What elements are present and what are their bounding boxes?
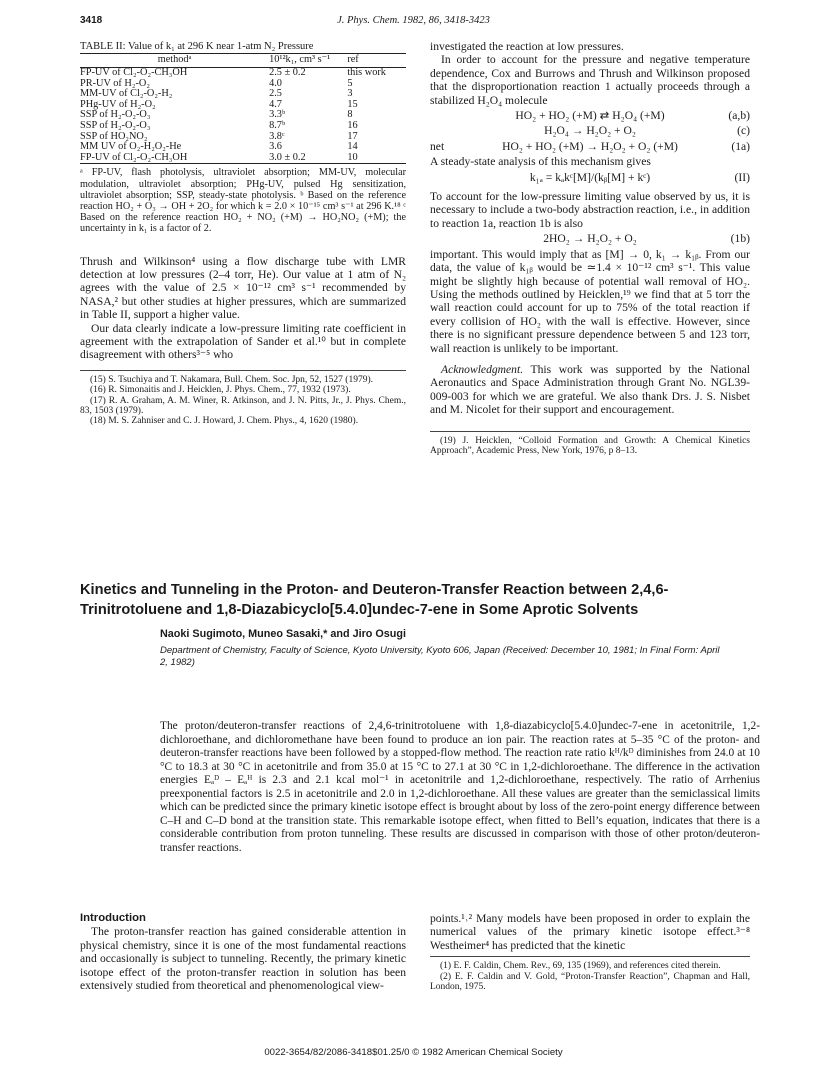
table-ii bbox=[80, 53, 406, 164]
footnote-rule bbox=[430, 956, 750, 957]
reference-item: (18) M. S. Zahniser and C. J. Howard, J. Chem. Phys., 4, 1620 (1980). bbox=[90, 416, 359, 427]
reference-item: (2) E. F. Caldin and V. Gold, “Proton-Transfer Reaction”, Chapman and Hall, London, 1975. bbox=[430, 971, 750, 993]
col-header-ref: ref bbox=[347, 54, 359, 66]
equation-ab: HO₂ + HO₂ (+M) ⇄ H₂O₄ (+M) (a,b) bbox=[515, 109, 750, 123]
right-paragraph-1: investigated the reaction at low pressures. bbox=[430, 40, 624, 53]
table-cell-k: 4.0 bbox=[269, 77, 282, 89]
introduction-heading: Introduction bbox=[80, 912, 146, 924]
right-column bbox=[430, 40, 750, 456]
page-footer: 0022-3654/82/2086-3418$01.25/0 © 1982 American Chemical Society bbox=[264, 1047, 563, 1058]
equation-c: H₂O₄ → H₂O₂ + O₂ (c) bbox=[544, 124, 750, 138]
table-cell-method: SSP of HO₂NO₂ bbox=[80, 130, 148, 142]
right-paragraph-3: A steady-state analysis of this mechanism gives bbox=[430, 155, 651, 169]
table-cell-k: 4.7 bbox=[269, 98, 282, 110]
journal-header: J. Phys. Chem. 1982, 86, 3418-3423 bbox=[337, 15, 490, 26]
left-paragraph-1: Thrush and Wilkinson⁴ using a flow discharge tube with LMR detection at low pressures (2–4 torr, He). Our value at 1 atm of N₂ agrees with the value of 2.5 × 10⁻¹² cm³ s⁻¹ recommended by NASA,² but other studies at higher pressures, which are summarized in Table II, support a higher value. bbox=[80, 254, 406, 322]
table-cell-method: MM-UV of Cl₂-O₂-H₂ bbox=[80, 88, 173, 100]
right-paragraph-2: In order to account for the pressure and negative temperature dependence, Cox and Burrows and Thrush and Wilkinson proposed that the disproportionation reaction 1 actually proceeds through a stabilized H₂O₄ molecule bbox=[430, 53, 750, 107]
table-row bbox=[80, 121, 406, 132]
acknowledgment bbox=[430, 363, 750, 417]
intro-references bbox=[430, 961, 750, 992]
acknowledgment-text: This work was supported by the National Aeronautics and Space Administration through Grant No. NGL39-009-003 for which we are grateful. We also thank Drs. J. S. Nisbet and M. Nicolet for their support and encouragement. bbox=[430, 362, 750, 417]
table-cell-ref: 15 bbox=[347, 98, 358, 110]
table-cell-method: SSP of H₂-O₂-O₃ bbox=[80, 109, 151, 121]
col-header-k: 10¹²k₁, cm³ s⁻¹ bbox=[269, 54, 331, 66]
table-row bbox=[80, 153, 406, 164]
table-cell-ref: this work bbox=[347, 67, 386, 78]
table-cell-method: PR-UV of H₂-O₂ bbox=[80, 77, 150, 89]
reference-item: (16) R. Simonaitis and J. Heicklen, J. Phys. Chem., 77, 1932 (1973). bbox=[90, 385, 351, 396]
acknowledgment-label: Acknowledgment. bbox=[441, 362, 524, 376]
right-paragraph-5: important. This would imply that as [M] → 0, k₁ → k₁ᵦ. From our data, the value of k₁ᵦ would be ≃1.4 × 10⁻¹² cm³ s⁻¹. This value might be slightly high because of potential wall removal of HO₂. Using the methods outlined by Heicklen,¹⁹ we find that at 5 torr the wall reaction could account for up to 75% of the total reaction if every collision of HO₂ with the wall is effective. However, since there is no significant pressure dependence between 5 and 123 torr, wall reaction is unlikely to be important. bbox=[430, 247, 750, 355]
article-affiliation: Department of Chemistry, Faculty of Science, Kyoto University, Kyoto 606, Japan (Received: December 10, 1981; In Final Form: April 2, 1982) bbox=[160, 645, 720, 668]
table-cell-method: FP-UV of Cl₂-O₂-CH₃OH bbox=[80, 151, 188, 163]
article-title: Kinetics and Tunneling in the Proton- and Deuteron-Transfer Reaction between 2,4,6-Trinitrotoluene and 1,8-Diazabicyclo[5.4.0]undec-7-ene in Some Aprotic Solvents bbox=[80, 582, 669, 618]
table-cell-ref: 8 bbox=[347, 109, 353, 121]
equation-II: k₁ₐ = kₐkᶜ[M]/(kᵦ[M] + kᶜ) (II) bbox=[529, 170, 750, 184]
intro-paragraph-2: points.¹˒² Many models have been proposed in order to explain the numerical values of the primary kinetic isotope effect.³⁻⁸ Westheimer⁴ has predicted that the kinetic bbox=[430, 912, 750, 952]
table-cell-ref: 17 bbox=[347, 130, 358, 142]
footnote-rule bbox=[430, 431, 750, 432]
col-header-method: methodᵃ bbox=[157, 54, 192, 66]
table-cell-ref: 5 bbox=[347, 77, 353, 89]
intro-right-column bbox=[430, 912, 750, 992]
table-cell-method: SSP of H₂-O₂-O₃ bbox=[80, 119, 151, 131]
table-cell-k: 3.0 ± 0.2 bbox=[269, 151, 306, 163]
table-cell-ref: 14 bbox=[347, 141, 358, 153]
reference-item: (19) J. Heicklen, “Colloid Formation and Growth: A Chemical Kinetics Approach”, Academic Press, New York, 1976, p 8–13. bbox=[430, 435, 750, 456]
table-footnote: ᵃ FP-UV, flash photolysis, ultraviolet absorption; MM-UV, molecular modulation, ultraviolet absorption; PHg-UV, pulsed Hg sensitization, ultraviolet absorption; SSP, steady-state photolysis. ᵇ Based on the reference reaction HO₂ + O₃ → OH + 2O₂ for which k = 2.0 × 10⁻¹⁵ cm³ s⁻¹ at 296 K.¹⁸ ᶜ Based on the reference reaction HO₂ + NO₂ (+M) → HO₂NO₂ (+M); the uncertainty in k₁ is a factor of 2. bbox=[80, 167, 406, 235]
article-abstract: The proton/deuteron-transfer reactions of 2,4,6-trinitrotoluene with 1,8-diazabicyclo[5.4.0]undec-7-ene in acetonitrile, 1,2-dichloroethane, and dichloromethane have been found to produce an ion pair. The reaction rates at 5–35 °C of the proton- and deuteron-transfer reactions have been followed by a stopped-flow method. The reaction rate ratio kᴴ/kᴰ diminishes from 24.0 at 10 °C to 18.3 at 30 °C in acetonitrile and from 35.0 at 15 °C to 27.1 at 30 °C in 1,2-dichloroethane. The difference in the activation energies Eₐᴰ – Eₐᴴ is 2.3 and 2.1 kcal mol⁻¹ in acetonitrile and 1,2-dichloroethane, respectively. The ratio of Arrhenius preexponential factors is 2.5 in acetonitrile and 2.0 in 1,2-dichloroethane. All these values are greater than the semiclassical limits which can be predicted since the primary kinetic isotope effect is brought about by loss of the zero-point energy difference between C–H and C–D bond at the transition state. This remarkable isotope effect, when fitted to Bell’s equation, indicates that there is a considerable contribution from proton tunneling. These results are discussed in comparison with those of other proton/deuteron-transfer reactions. bbox=[160, 720, 760, 854]
table-cell-k: 2.5 bbox=[269, 88, 282, 100]
article-authors: Naoki Sugimoto, Muneo Sasaki,* and Jiro Osugi bbox=[160, 628, 406, 640]
table-cell-k: 3.8ᶜ bbox=[269, 130, 285, 142]
right-paragraph-4: To account for the low-pressure limiting value observed by us, it is necessary to include a two-body abstraction reaction, i.e., in addition to reaction 1a, reaction 1b is also bbox=[430, 190, 750, 230]
reference-item: (17) R. A. Graham, A. M. Winer, R. Atkinson, and J. N. Pitts, Jr., J. Phys. Chem., 83, 1503 (1979). bbox=[80, 395, 406, 417]
intro-paragraph-1: The proton-transfer reaction has gained considerable attention in physical chemistry, since it is one of the most fundamental reactions and occasionally is subject to tunneling. Recently, the primary kinetic isotope effect of the proton-transfer reaction in solution has been extensively studied from theoretical and phenomenological view- bbox=[80, 925, 406, 993]
footnote-rule bbox=[80, 370, 406, 371]
table-cell-ref: 3 bbox=[347, 88, 353, 100]
reference-item: (1) E. F. Caldin, Chem. Rev., 69, 135 (1969), and references cited therein. bbox=[440, 961, 721, 972]
intro-left-column bbox=[80, 912, 406, 992]
left-column bbox=[80, 40, 406, 427]
page-number: 3418 bbox=[80, 15, 103, 26]
table-cell-method: MM UV of O₂-H₂O₂-He bbox=[80, 141, 182, 153]
table-row bbox=[80, 68, 406, 79]
equation-1b: 2HO₂ → H₂O₂ + O₂ (1b) bbox=[543, 232, 750, 246]
table-cell-ref: 10 bbox=[347, 151, 358, 163]
reference-item: (15) S. Tsuchiya and T. Nakamara, Bull. Chem. Soc. Jpn, 52, 1527 (1979). bbox=[90, 374, 373, 385]
table-cell-k: 3.3ᵇ bbox=[269, 109, 286, 121]
table-cell-ref: 16 bbox=[347, 119, 358, 131]
equation-1a: net HO₂ + HO₂ (+M) → H₂O₂ + O₂ (+M) (1a) bbox=[430, 139, 750, 153]
table-caption: TABLE II: Value of k₁ at 296 K near 1-atm N₂ Pressure bbox=[80, 41, 314, 52]
table-cell-k: 3.6 bbox=[269, 141, 282, 153]
table-cell-k: 2.5 ± 0.2 bbox=[269, 67, 306, 78]
right-references bbox=[430, 436, 750, 457]
table-cell-method: FP-UV of Cl₂-O₂-CH₃OH bbox=[80, 67, 188, 78]
left-paragraph-2: Our data clearly indicate a low-pressure limiting rate coefficient in agreement with the extrapolation of Sander et al.¹⁰ but in complete disagreement with others³⁻⁵ who bbox=[80, 321, 406, 362]
table-cell-k: 8.7ᵇ bbox=[269, 119, 286, 131]
left-references bbox=[80, 375, 406, 427]
table-cell-method: PHg-UV of H₂-O₂ bbox=[80, 98, 156, 110]
